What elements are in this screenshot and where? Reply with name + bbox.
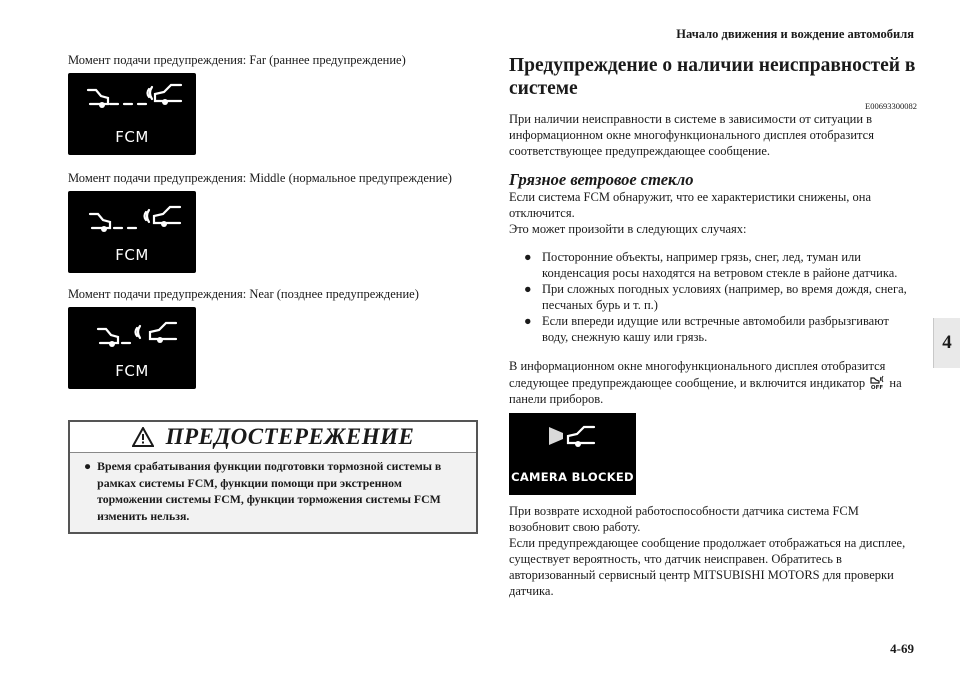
fcm-screen-near <box>68 307 196 389</box>
fcm-screen-middle <box>68 191 196 273</box>
paragraph-restore: При возврате исходной работоспособности датчика система FCM возобновит свою работу. <box>509 504 859 534</box>
camera-blocked-label: CAMERA BLOCKED <box>511 470 634 484</box>
fcm-screen-label: FCM <box>115 246 149 264</box>
warning-title: ПРЕДОСТЕРЕЖЕНИЕ <box>165 424 415 449</box>
left-column <box>68 52 478 389</box>
caption-far: Момент подачи предупреждения: Far (раннее предупреждение) <box>68 53 406 67</box>
section-code: E00693300082 <box>865 101 917 111</box>
section-title: Предупреждение о наличии неисправностей в системе <box>509 55 916 99</box>
paragraph-indicator: В информационном окне многофункционального дисплея отобразится следующее предупреждающее сообщение, и включится индикатор OFF на панели приборов. <box>509 359 902 406</box>
cases-list <box>524 249 917 345</box>
intro-paragraph: При наличии неисправности в системе в зависимости от ситуации в информационном окне многофункционального дисплея отобразится соответствующее предупреждающее сообщение. <box>509 112 874 158</box>
paragraph-cases: Это может произойти в следующих случаях: <box>509 222 747 236</box>
caption-near: Момент подачи предупреждения: Near (позднее предупреждение) <box>68 287 419 301</box>
page-header: Начало движения и вождение автомобиля <box>676 27 914 41</box>
fcm-off-indicator-icon <box>868 374 886 390</box>
list-item: ● Посторонние объекты, например грязь, снег, лед, туман или конденсация росы находятся на ветровом стекле в районе датчика. <box>524 250 898 280</box>
camera-blocked-screen <box>509 413 636 495</box>
page-number: 4-69 <box>890 641 914 656</box>
warning-title-bar <box>70 422 476 453</box>
warning-box <box>68 420 478 534</box>
bullet-icon: ● <box>84 459 92 473</box>
right-column <box>509 54 917 599</box>
subsection-title: Грязное ветровое стекло <box>509 170 694 189</box>
warning-text: Время срабатывания функции подготовки тормозной системы в рамках системы FCM, функции помощи при экстренном торможении системы FCM, функции торможения системы FCM изменить нельзя. <box>97 459 442 523</box>
caption-middle: Момент подачи предупреждения: Middle (нормальное предупреждение) <box>68 171 452 185</box>
indicator-off-text: OFF <box>871 385 884 390</box>
paragraph-disable: Если система FCM обнаружит, что ее характеристики снижены, она отключится. <box>509 190 872 220</box>
paragraph-service: Если предупреждающее сообщение продолжает отображаться на дисплее, существует вероятность, что датчик неисправен. Обратитесь в авторизованный сервисный центр MITSUBISHI MOTORS для проверки датчика. <box>509 536 906 598</box>
fcm-screen-label: FCM <box>115 128 149 146</box>
list-item: ● При сложных погодных условиях (например, во время дождя, снега, песчаных бурь и т. п.) <box>524 282 907 312</box>
warning-triangle-icon <box>132 427 154 447</box>
chapter-tab: 4 <box>933 318 960 368</box>
list-item: ● Если впереди идущие или встречные автомобили разбрызгивают воду, снежную кашу или грязь. <box>524 314 889 344</box>
fcm-screen-label: FCM <box>115 362 149 380</box>
fcm-screen-far <box>68 73 196 155</box>
warning-body <box>70 453 476 532</box>
